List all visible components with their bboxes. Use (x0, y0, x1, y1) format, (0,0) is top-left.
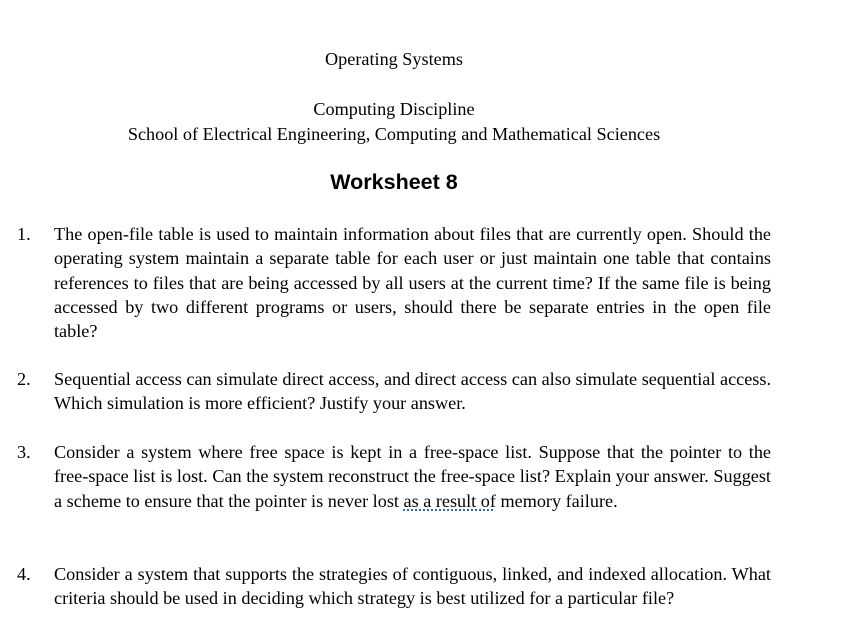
question-text-part: Consider a system where free space is kept in a free-space list. Suppose that the pointer to the free-space list is lost. Can the system reconstruct the free-space list? Explain your answer. Suggest a scheme to ensure that the pointer is never lost (54, 442, 771, 511)
grammar-suggestion-underline[interactable]: as a result of (403, 490, 496, 511)
question-text: The open-file table is used to maintain information about files that are currently open. Should the operating system maintain a separate table for each user or just maintain one table that contains references to files that are being accessed by all users at the current time? If the same file is being accessed by two different programs or users, should there be separate entries in the open file table? (54, 224, 771, 342)
question-number: 4. (17, 564, 31, 584)
course-title: Operating Systems (325, 49, 463, 69)
worksheet-title: Worksheet 8 (330, 170, 458, 194)
question-text: Consider a system that supports the strategies of contiguous, linked, and indexed allocation. What criteria should be used in deciding which strategy is best utilized for a particular file? (54, 564, 771, 609)
question-text (54, 440, 771, 513)
discipline-line: Computing Discipline (313, 99, 475, 119)
question-number: 1. (17, 224, 31, 244)
question-number: 2. (17, 369, 31, 389)
question-text: Sequential access can simulate direct access, and direct access can also simulate sequential access. Which simulation is more efficient? Justify your answer. (54, 369, 771, 414)
question-text-part: memory failure. (495, 490, 618, 511)
school-line: School of Electrical Engineering, Computing and Mathematical Sciences (127, 124, 661, 144)
question-number: 3. (17, 442, 31, 462)
